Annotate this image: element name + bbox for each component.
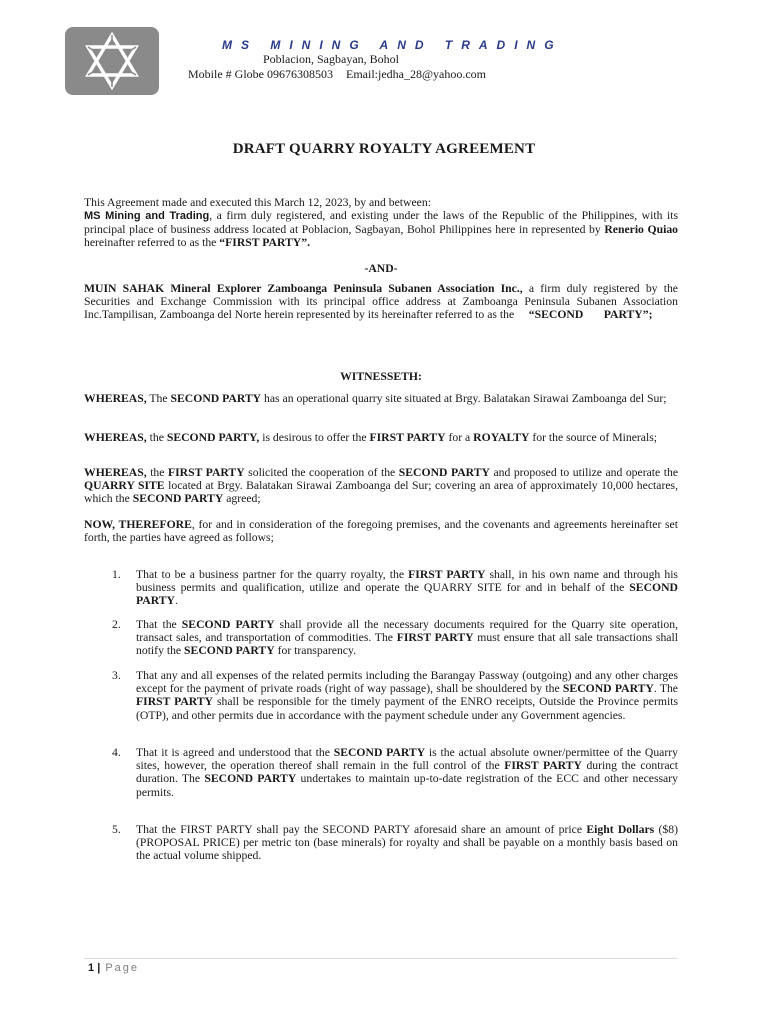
page-footer <box>88 962 139 974</box>
list-item <box>112 669 678 722</box>
and-separator: -AND- <box>364 262 398 275</box>
list-item <box>112 568 678 608</box>
whereas-clause: WHEREAS, the FIRST PARTY solicited the cooperation of the SECOND PARTY and proposed to utilize and operate the QUARRY SITE located at Brgy. Balatakan Sirawai Zamboanga del Sur; covering an area of approximately 10,000 hectares, which the SECOND PARTY agreed; <box>84 466 679 506</box>
clause-number: 2. <box>112 618 121 631</box>
page-label: Page <box>105 962 140 974</box>
first-party-label: “FIRST PARTY”. <box>219 236 311 250</box>
email-address: Email:jedha_28@yahoo.com <box>346 67 487 81</box>
representative-name: Renerio Quiao <box>604 223 679 237</box>
company-contact <box>188 67 486 82</box>
list-item <box>112 746 678 799</box>
company-name: MS MINING AND TRADING <box>222 38 563 52</box>
clause-number: 3. <box>112 669 121 682</box>
whereas-clause: WHEREAS, the SECOND PARTY, is desirous to offer the FIRST PARTY for a ROYALTY for the source of Minerals; <box>84 431 657 444</box>
second-party-label: “SECOND PARTY”; <box>528 308 653 322</box>
page-number: 1 <box>88 962 95 974</box>
mobile-number: Mobile # Globe 09676308503 <box>188 67 333 81</box>
intro-line: This Agreement made and executed this March 12, 2023, by and between: <box>84 196 431 209</box>
list-item <box>112 618 678 658</box>
clause-text: That it is agreed and understood that the SECOND PARTY is the actual absolute owner/permittee of the Quarry sites, however, the operation thereof shall remain in the full control of the FIRST PARTY during the contract duration. The SECOND PARTY undertakes to maintain up-to-date registration of the ECC and other necessary permits. <box>136 746 678 799</box>
clause-number: 1. <box>112 568 121 581</box>
whereas-clause: WHEREAS, The SECOND PARTY has an operational quarry site situated at Brgy. Balatakan Sirawai Zamboanga del Sur; <box>84 392 667 405</box>
second-party-name: MUIN SAHAK Mineral Explorer Zamboanga Peninsula Subanen Association Inc., <box>84 282 523 295</box>
page-separator: | <box>97 962 101 974</box>
first-party-paragraph: MS Mining and Trading, a firm duly registered, and existing under the laws of the Republic of the Philippines, with its principal place of business address located at Poblacion, Sagbayan, Bohol Philippines here in represented by Renerio Quiao hereinafter referred to as the “FIRST PARTY”. <box>84 209 679 250</box>
clause-text: That any and all expenses of the related permits including the Barangay Passway (outgoing) and any other charges except for the payment of private roads (right of way passage), shall be shouldered by the SECOND PARTY. The FIRST PARTY shall be responsible for the timely payment of the ENRO receipts, Outside the Province permits (OTP), and other permits due in accordance with the payment schedule under any Government agencies. <box>136 669 678 722</box>
clause-text: That the FIRST PARTY shall pay the SECOND PARTY aforesaid share an amount of price Eight Dollars ($8) (PROPOSAL PRICE) per metric ton (base minerals) for royalty and shall be payable on a monthly basis based on the actual volume shipped. <box>136 823 678 863</box>
clause-text: That the SECOND PARTY shall provide all the necessary documents required for the Quarry site operation, transact sales, and transportation of commodities. The FIRST PARTY must ensure that all sale transactions shall notify the SECOND PARTY for transparency. <box>136 618 679 658</box>
now-therefore-paragraph: NOW, THEREFORE, for and in consideration of the foregoing premises, and the covenants and agreements hereinafter set forth, the parties have agreed as follows; <box>84 518 678 545</box>
list-item <box>112 823 678 863</box>
star-of-david-icon <box>79 30 145 92</box>
document-title: DRAFT QUARRY ROYALTY AGREEMENT <box>232 141 536 157</box>
second-party-paragraph: MUIN SAHAK Mineral Explorer Zamboanga Peninsula Subanen Association Inc., a firm duly registered by the Securities and Exchange Commission with its principal office address at Zamboanga Peninsula Subanen Association Inc.Tampilisan, Zamboanga del Norte herein represented by its hereinafter referred to as the “SECOND PARTY”; <box>84 282 678 322</box>
company-address: Poblacion, Sagbayan, Bohol <box>263 52 399 66</box>
company-logo <box>65 27 159 95</box>
clause-text: That to be a business partner for the quarry royalty, the FIRST PARTY shall, in his own name and through his business permits and qualification, utilize and operate the QUARRY SITE for and in behalf of the SECOND PARTY. <box>136 568 678 608</box>
clause-number: 4. <box>112 746 121 759</box>
witnesseth-heading: WITNESSETH: <box>340 370 422 383</box>
first-party-name: MS Mining and Trading <box>84 210 210 222</box>
clause-number: 5. <box>112 823 121 836</box>
footer-divider <box>84 958 678 959</box>
